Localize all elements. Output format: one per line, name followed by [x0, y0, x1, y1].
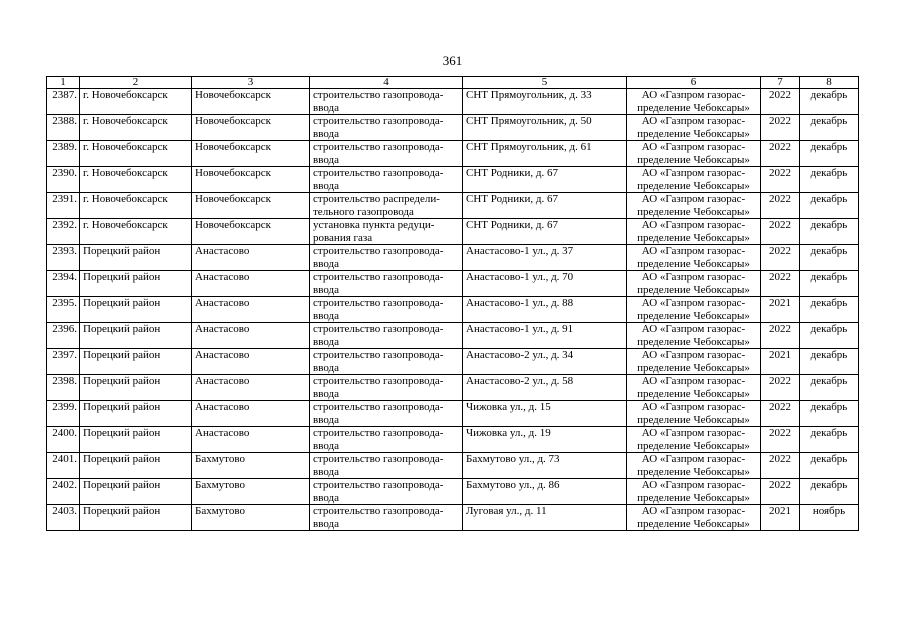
work-type-line: строительство газопровода-: [313, 479, 444, 491]
organization-cell: [627, 323, 761, 349]
address-cell: Бахмутово ул., д. 86: [463, 479, 627, 505]
work-type-line: ввода: [313, 257, 339, 270]
locality-cell: Анастасово: [192, 401, 310, 427]
organization-line: АО «Газпром газорас-: [641, 219, 746, 231]
organization-line: АО «Газпром газорас-: [641, 167, 746, 179]
locality-cell: Бахмутово: [192, 505, 310, 531]
year-cell: 2021: [761, 297, 800, 323]
organization-cell: [627, 427, 761, 453]
organization-cell: [627, 141, 761, 167]
work-type-cell: [310, 505, 463, 531]
district-cell: Порецкий район: [80, 427, 192, 453]
month-cell: декабрь: [800, 271, 859, 297]
work-type-line: строительство газопровода-: [313, 453, 444, 465]
district-cell: Порецкий район: [80, 297, 192, 323]
organization-line: АО «Газпром газорас-: [641, 375, 746, 387]
column-number: 1: [47, 77, 80, 89]
district-cell: г. Новочебоксарск: [80, 115, 192, 141]
work-type-line: ввода: [313, 361, 339, 374]
row-number: 2394.: [47, 271, 80, 297]
district-cell: Порецкий район: [80, 323, 192, 349]
work-type-line: строительство распредели-: [313, 193, 440, 205]
address-cell: СНТ Прямоугольник, д. 61: [463, 141, 627, 167]
address-cell: СНТ Родники, д. 67: [463, 193, 627, 219]
row-number: 2387.: [47, 89, 80, 115]
month-cell: декабрь: [800, 323, 859, 349]
organization-line: АО «Газпром газорас-: [641, 245, 746, 257]
row-number: 2388.: [47, 115, 80, 141]
organization-line: АО «Газпром газорас-: [641, 349, 746, 361]
address-cell: Анастасово-1 ул., д. 88: [463, 297, 627, 323]
organization-line: пределение Чебоксары»: [637, 517, 750, 530]
table-row: [47, 297, 859, 323]
address-cell: Чижовка ул., д. 19: [463, 427, 627, 453]
year-cell: 2022: [761, 401, 800, 427]
month-cell: декабрь: [800, 193, 859, 219]
district-cell: г. Новочебоксарск: [80, 219, 192, 245]
column-number: 8: [800, 77, 859, 89]
organization-line: АО «Газпром газорас-: [641, 141, 746, 153]
locality-cell: Бахмутово: [192, 479, 310, 505]
work-type-line: ввода: [313, 127, 339, 140]
locality-cell: Анастасово: [192, 245, 310, 271]
column-number: 6: [627, 77, 761, 89]
table-row: [47, 271, 859, 297]
locality-cell: Анастасово: [192, 297, 310, 323]
work-type-line: рования газа: [313, 231, 373, 244]
locality-cell: Новочебоксарск: [192, 167, 310, 193]
row-number: 2391.: [47, 193, 80, 219]
year-cell: 2022: [761, 271, 800, 297]
row-number: 2400.: [47, 427, 80, 453]
locality-cell: Анастасово: [192, 349, 310, 375]
organization-cell: [627, 115, 761, 141]
year-cell: 2022: [761, 141, 800, 167]
column-number-row: [47, 77, 859, 89]
organization-line: пределение Чебоксары»: [637, 387, 750, 400]
work-type-line: ввода: [313, 283, 339, 296]
row-number: 2398.: [47, 375, 80, 401]
work-type-line: ввода: [313, 387, 339, 400]
district-cell: Порецкий район: [80, 349, 192, 375]
work-type-cell: [310, 245, 463, 271]
table-row: [47, 427, 859, 453]
organization-cell: [627, 193, 761, 219]
work-type-line: установка пункта редуци-: [313, 219, 435, 231]
locality-cell: Анастасово: [192, 375, 310, 401]
organization-line: пределение Чебоксары»: [637, 231, 750, 244]
table-row: [47, 375, 859, 401]
month-cell: декабрь: [800, 401, 859, 427]
address-cell: СНТ Родники, д. 67: [463, 167, 627, 193]
year-cell: 2021: [761, 505, 800, 531]
row-number: 2399.: [47, 401, 80, 427]
organization-cell: [627, 453, 761, 479]
address-cell: Луговая ул., д. 11: [463, 505, 627, 531]
organization-line: пределение Чебоксары»: [637, 101, 750, 114]
work-type-line: тельного газопровода: [313, 205, 414, 218]
organization-cell: [627, 219, 761, 245]
year-cell: 2022: [761, 167, 800, 193]
address-cell: Анастасово-2 ул., д. 34: [463, 349, 627, 375]
organization-line: пределение Чебоксары»: [637, 283, 750, 296]
work-type-line: строительство газопровода-: [313, 297, 444, 309]
locality-cell: Анастасово: [192, 427, 310, 453]
organization-line: пределение Чебоксары»: [637, 465, 750, 478]
locality-cell: Новочебоксарск: [192, 141, 310, 167]
table-row: [47, 245, 859, 271]
year-cell: 2022: [761, 375, 800, 401]
month-cell: декабрь: [800, 349, 859, 375]
year-cell: 2022: [761, 453, 800, 479]
organization-line: пределение Чебоксары»: [637, 153, 750, 166]
organization-cell: [627, 167, 761, 193]
column-number: 7: [761, 77, 800, 89]
work-type-cell: [310, 297, 463, 323]
year-cell: 2022: [761, 479, 800, 505]
work-type-line: строительство газопровода-: [313, 271, 444, 283]
year-cell: 2022: [761, 427, 800, 453]
organization-line: пределение Чебоксары»: [637, 439, 750, 452]
work-type-line: строительство газопровода-: [313, 141, 444, 153]
table-row: [47, 141, 859, 167]
row-number: 2401.: [47, 453, 80, 479]
work-type-cell: [310, 141, 463, 167]
organization-line: АО «Газпром газорас-: [641, 323, 746, 335]
organization-line: АО «Газпром газорас-: [641, 89, 746, 101]
locality-cell: Анастасово: [192, 271, 310, 297]
work-type-line: ввода: [313, 491, 339, 504]
gas-works-table: [46, 76, 859, 531]
work-type-cell: [310, 453, 463, 479]
year-cell: 2022: [761, 245, 800, 271]
work-type-cell: [310, 349, 463, 375]
organization-line: АО «Газпром газорас-: [641, 193, 746, 205]
organization-cell: [627, 271, 761, 297]
year-cell: 2022: [761, 193, 800, 219]
district-cell: Порецкий район: [80, 505, 192, 531]
locality-cell: Новочебоксарск: [192, 193, 310, 219]
district-cell: г. Новочебоксарск: [80, 167, 192, 193]
work-type-line: ввода: [313, 439, 339, 452]
organization-line: пределение Чебоксары»: [637, 413, 750, 426]
locality-cell: Новочебоксарск: [192, 115, 310, 141]
year-cell: 2022: [761, 115, 800, 141]
table-row: [47, 349, 859, 375]
district-cell: г. Новочебоксарск: [80, 141, 192, 167]
address-cell: Чижовка ул., д. 15: [463, 401, 627, 427]
month-cell: декабрь: [800, 89, 859, 115]
address-cell: Анастасово-1 ул., д. 91: [463, 323, 627, 349]
table-row: [47, 453, 859, 479]
work-type-line: ввода: [313, 179, 339, 192]
locality-cell: Новочебоксарск: [192, 89, 310, 115]
table-row: [47, 219, 859, 245]
month-cell: декабрь: [800, 479, 859, 505]
organization-line: пределение Чебоксары»: [637, 127, 750, 140]
month-cell: декабрь: [800, 427, 859, 453]
organization-line: АО «Газпром газорас-: [641, 271, 746, 283]
organization-line: АО «Газпром газорас-: [641, 479, 746, 491]
month-cell: декабрь: [800, 141, 859, 167]
month-cell: декабрь: [800, 375, 859, 401]
work-type-cell: [310, 219, 463, 245]
year-cell: 2022: [761, 219, 800, 245]
table-row: [47, 115, 859, 141]
organization-line: АО «Газпром газорас-: [641, 297, 746, 309]
year-cell: 2021: [761, 349, 800, 375]
column-number: 3: [192, 77, 310, 89]
organization-line: пределение Чебоксары»: [637, 179, 750, 192]
work-type-cell: [310, 323, 463, 349]
work-type-cell: [310, 375, 463, 401]
address-cell: Бахмутово ул., д. 73: [463, 453, 627, 479]
row-number: 2395.: [47, 297, 80, 323]
month-cell: декабрь: [800, 167, 859, 193]
organization-cell: [627, 375, 761, 401]
month-cell: декабрь: [800, 245, 859, 271]
row-number: 2393.: [47, 245, 80, 271]
organization-line: АО «Газпром газорас-: [641, 401, 746, 413]
year-cell: 2022: [761, 89, 800, 115]
table-row: [47, 323, 859, 349]
district-cell: Порецкий район: [80, 271, 192, 297]
row-number: 2392.: [47, 219, 80, 245]
month-cell: декабрь: [800, 297, 859, 323]
work-type-cell: [310, 427, 463, 453]
address-cell: Анастасово-1 ул., д. 70: [463, 271, 627, 297]
table-row: [47, 505, 859, 531]
work-type-cell: [310, 89, 463, 115]
district-cell: Порецкий район: [80, 375, 192, 401]
organization-cell: [627, 89, 761, 115]
work-type-line: строительство газопровода-: [313, 167, 444, 179]
column-number: 4: [310, 77, 463, 89]
address-cell: СНТ Родники, д. 67: [463, 219, 627, 245]
month-cell: декабрь: [800, 115, 859, 141]
district-cell: Порецкий район: [80, 453, 192, 479]
work-type-line: строительство газопровода-: [313, 245, 444, 257]
work-type-cell: [310, 167, 463, 193]
page-number: 361: [442, 53, 463, 68]
work-type-line: строительство газопровода-: [313, 375, 444, 387]
district-cell: Порецкий район: [80, 245, 192, 271]
table-row: [47, 89, 859, 115]
organization-line: пределение Чебоксары»: [637, 361, 750, 374]
locality-cell: Анастасово: [192, 323, 310, 349]
organization-cell: [627, 479, 761, 505]
work-type-line: ввода: [313, 101, 339, 114]
table-row: [47, 167, 859, 193]
row-number: 2396.: [47, 323, 80, 349]
column-number: 5: [463, 77, 627, 89]
organization-cell: [627, 297, 761, 323]
month-cell: ноябрь: [800, 505, 859, 531]
work-type-cell: [310, 193, 463, 219]
month-cell: декабрь: [800, 219, 859, 245]
work-type-line: ввода: [313, 465, 339, 478]
work-type-line: ввода: [313, 413, 339, 426]
table-row: [47, 193, 859, 219]
address-cell: СНТ Прямоугольник, д. 33: [463, 89, 627, 115]
row-number: 2389.: [47, 141, 80, 167]
locality-cell: Новочебоксарск: [192, 219, 310, 245]
month-cell: декабрь: [800, 453, 859, 479]
work-type-line: ввода: [313, 517, 339, 530]
district-cell: Порецкий район: [80, 401, 192, 427]
work-type-line: строительство газопровода-: [313, 323, 444, 335]
organization-line: АО «Газпром газорас-: [641, 505, 746, 517]
row-number: 2402.: [47, 479, 80, 505]
organization-cell: [627, 401, 761, 427]
locality-cell: Бахмутово: [192, 453, 310, 479]
work-type-cell: [310, 401, 463, 427]
organization-line: пределение Чебоксары»: [637, 309, 750, 322]
column-number: 2: [80, 77, 192, 89]
work-type-cell: [310, 479, 463, 505]
work-type-line: ввода: [313, 309, 339, 322]
address-cell: Анастасово-1 ул., д. 37: [463, 245, 627, 271]
row-number: 2403.: [47, 505, 80, 531]
organization-line: пределение Чебоксары»: [637, 205, 750, 218]
district-cell: Порецкий район: [80, 479, 192, 505]
address-cell: СНТ Прямоугольник, д. 50: [463, 115, 627, 141]
work-type-line: строительство газопровода-: [313, 89, 444, 101]
organization-line: пределение Чебоксары»: [637, 335, 750, 348]
organization-cell: [627, 245, 761, 271]
address-cell: Анастасово-2 ул., д. 58: [463, 375, 627, 401]
organization-line: АО «Газпром газорас-: [641, 427, 746, 439]
work-type-line: строительство газопровода-: [313, 427, 444, 439]
district-cell: г. Новочебоксарск: [80, 89, 192, 115]
organization-cell: [627, 349, 761, 375]
year-cell: 2022: [761, 323, 800, 349]
work-type-line: строительство газопровода-: [313, 401, 444, 413]
organization-line: АО «Газпром газорас-: [641, 453, 746, 465]
work-type-cell: [310, 271, 463, 297]
district-cell: г. Новочебоксарск: [80, 193, 192, 219]
row-number: 2397.: [47, 349, 80, 375]
work-type-line: ввода: [313, 153, 339, 166]
work-type-line: ввода: [313, 335, 339, 348]
work-type-line: строительство газопровода-: [313, 349, 444, 361]
organization-line: пределение Чебоксары»: [637, 491, 750, 504]
organization-cell: [627, 505, 761, 531]
table-row: [47, 401, 859, 427]
organization-line: АО «Газпром газорас-: [641, 115, 746, 127]
organization-line: пределение Чебоксары»: [637, 257, 750, 270]
work-type-cell: [310, 115, 463, 141]
table-row: [47, 479, 859, 505]
work-type-line: строительство газопровода-: [313, 115, 444, 127]
row-number: 2390.: [47, 167, 80, 193]
work-type-line: строительство газопровода-: [313, 505, 444, 517]
